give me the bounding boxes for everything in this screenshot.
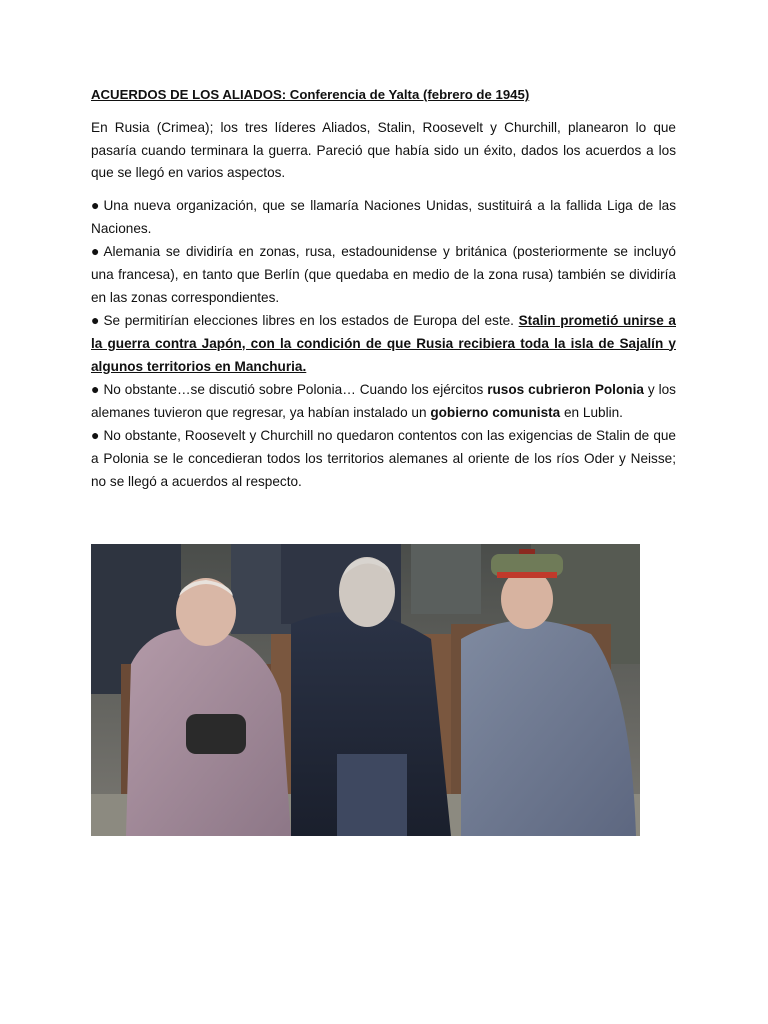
list-item <box>91 240 676 309</box>
agreements-list <box>91 194 676 493</box>
list-item <box>91 378 676 424</box>
list-item-emphasis: Stalin prometió unirse a la guerra contra Japón, con la condición de que Rusia recibiera toda la isla de Sajalín y algunos territorios en Manchuria. <box>91 312 676 374</box>
document-title: ACUERDOS DE LOS ALIADOS: Conferencia de Yalta (febrero de 1945) <box>91 87 530 102</box>
list-item-text: No obstante, Roosevelt y Churchill no quedaron contentos con las exigencias de Stalin de que a Polonia se le concedieran todos los territorios alemanes al oriente de los ríos Oder y Neisse; no se llegó a acuerdos al respecto. <box>91 427 676 489</box>
document-body <box>91 86 676 493</box>
list-item-text: en Lublin. <box>560 404 623 420</box>
list-item-text: Se permitirían elecciones libres en los estados de Europa del este. <box>103 312 519 328</box>
yalta-conference-photo <box>91 544 640 836</box>
list-item-text: Una nueva organización, que se llamaría Naciones Unidas, sustituirá a la fallida Liga de las Naciones. <box>91 197 676 236</box>
bullet-icon: ● <box>91 426 100 443</box>
bullet-icon: ● <box>91 380 100 397</box>
intro-paragraph: En Rusia (Crimea); los tres líderes Aliados, Stalin, Roosevelt y Churchill, planearon lo que pasaría cuando terminara la guerra. Pareció que había sido un éxito, dados los acuerdos a los que se llegó en varios aspectos. <box>91 120 676 180</box>
list-item-emphasis: rusos cubrieron Polonia <box>487 381 644 397</box>
list-item-emphasis: gobierno comunista <box>430 404 561 420</box>
list-item <box>91 309 676 378</box>
list-item-text: y los alemanes tuvieron que regresar, ya habían instalado un <box>91 381 676 420</box>
list-item <box>91 424 676 493</box>
bullet-icon: ● <box>91 242 100 259</box>
list-item-text: No obstante…se discutió sobre Polonia… Cuando los ejércitos <box>103 381 488 397</box>
list-item-text: Alemania se dividiría en zonas, rusa, estadounidense y británica (posteriormente se incluyó una francesa), en tanto que Berlín (que quedaba en medio de la zona rusa) también se dividiría en las zonas correspondientes. <box>91 243 676 305</box>
bullet-icon: ● <box>91 311 100 328</box>
bullet-icon: ● <box>91 196 100 213</box>
list-item <box>91 194 676 240</box>
